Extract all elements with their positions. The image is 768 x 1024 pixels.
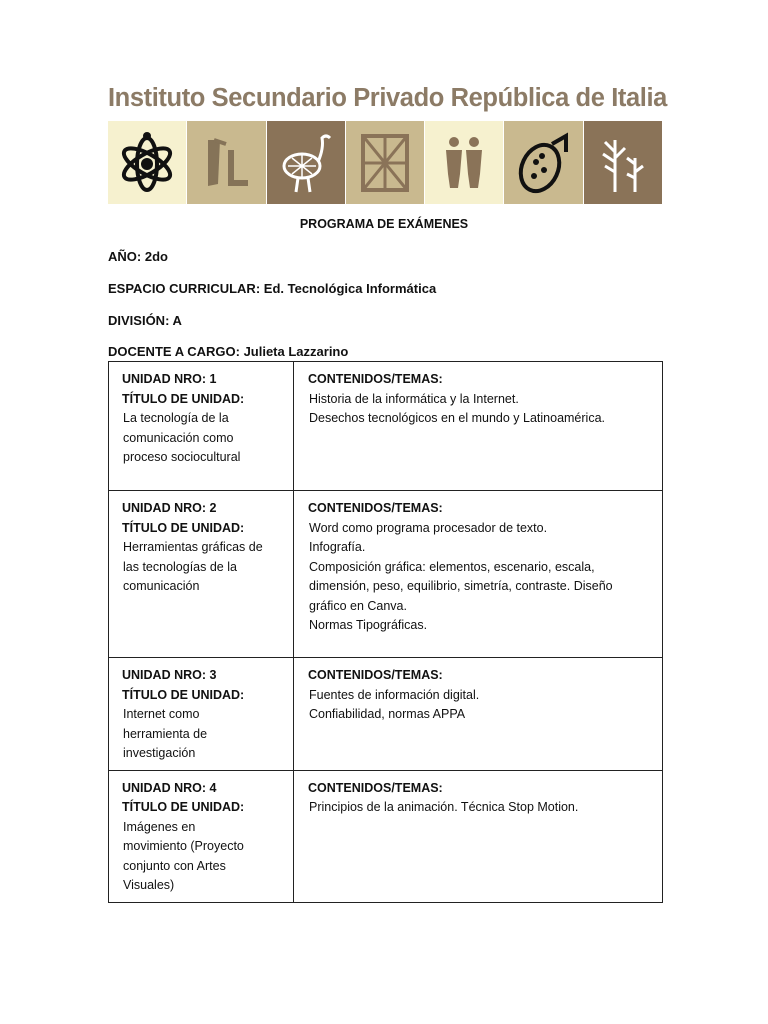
banner-tile-4 [346,121,424,204]
division-label: DIVISIÓN: [108,313,170,328]
title-line: herramienta de [123,726,208,741]
header-banner [108,121,664,204]
unit-title-cell [109,658,294,771]
content-line: gráfico en Canva. [309,598,407,613]
espacio-label: ESPACIO CURRICULAR: [108,281,261,296]
plant-icon [591,128,655,198]
contents-label: CONTENIDOS/TEMAS: [308,668,443,682]
content-line: Desechos tecnológicos en el mundo y Latinoamérica. [309,411,606,425]
unit-label: UNIDAD NRO: 4 [122,780,217,795]
atom-figure-icon [115,128,179,198]
table-row [109,362,663,491]
banner-tile-3 [267,121,345,204]
content-line: Principios de la animación. Técnica Stop Motion. [309,800,579,814]
docente-label: DOCENTE A CARGO: [108,344,240,359]
field-division [108,313,182,328]
content-line: Historia de la informática y la Internet. [309,391,519,406]
two-figures-icon [432,128,496,198]
title-line: La tecnología de la [123,411,229,425]
anio-label: AÑO: [108,249,142,264]
title-line: comunicación [123,579,200,593]
ostrich-icon [274,128,338,198]
units-table [108,361,663,903]
unit-title-cell [109,362,294,491]
title-label: TÍTULO DE UNIDAD: [122,391,245,406]
title-line: Herramientas gráficas de [123,540,263,554]
title-label: TÍTULO DE UNIDAD: [122,800,245,814]
title-line: Internet como [123,707,200,721]
title-line: investigación [123,746,196,760]
content-line: Fuentes de información digital. [309,687,480,702]
banner-tile-6 [504,121,582,204]
table-row [109,658,663,771]
content-line: Word como programa procesador de texto. [309,520,548,535]
anio-value: 2do [144,249,168,264]
field-espacio-curricular [108,281,436,296]
spotted-figure-icon [512,128,576,198]
content-line: dimensión, peso, equilibrio, simetría, contraste. Diseño [309,579,613,593]
title-line: Visuales) [123,878,175,892]
unit-label: UNIDAD NRO: 1 [122,372,217,386]
unit-title-cell [109,491,294,658]
content-line: Normas Tipográficas. [309,618,428,632]
unit-contents-cell [294,491,663,658]
division-value: A [172,313,182,328]
field-docente [108,344,348,359]
content-line: Composición gráfica: elementos, escenario, escala, [309,559,595,574]
title-line: conjunto con Artes [123,858,226,873]
unit-contents-cell [294,362,663,491]
unit-contents-cell [294,658,663,771]
unit-title-cell [109,770,294,902]
banner-tile-5 [425,121,503,204]
title-label: TÍTULO DE UNIDAD: [122,687,245,702]
table-row [109,491,663,658]
espacio-value: Ed. Tecnológica Informática [263,281,437,296]
unit-label: UNIDAD NRO: 3 [122,668,217,682]
unit-contents-cell [294,770,663,902]
contents-label: CONTENIDOS/TEMAS: [308,372,443,386]
table-row [109,770,663,902]
title-line: proceso sociocultural [123,450,241,464]
title-line: Imágenes en [123,819,196,834]
title-label: TÍTULO DE UNIDAD: [122,520,245,535]
woven-pattern-icon [353,128,417,198]
title-line: comunicación como [123,430,234,445]
content-line: Confiabilidad, normas APPA [309,707,466,721]
glyph-figure-icon [194,128,258,198]
title-line: las tecnologías de la [123,559,237,574]
field-anio [108,249,168,264]
unit-label: UNIDAD NRO: 2 [122,501,217,515]
banner-tile-7 [584,121,662,204]
title-line: movimiento (Proyecto [123,839,244,853]
banner-tile-2 [187,121,265,204]
docente-value: Julieta Lazzarino [243,344,349,359]
contents-label: CONTENIDOS/TEMAS: [308,780,443,795]
document-title: PROGRAMA DE EXÁMENES [299,217,469,231]
institution-title: Instituto Secundario Privado República de Italia [108,84,667,112]
banner-tile-1 [108,121,186,204]
content-line: Infografía. [309,540,366,554]
contents-label: CONTENIDOS/TEMAS: [308,501,443,515]
